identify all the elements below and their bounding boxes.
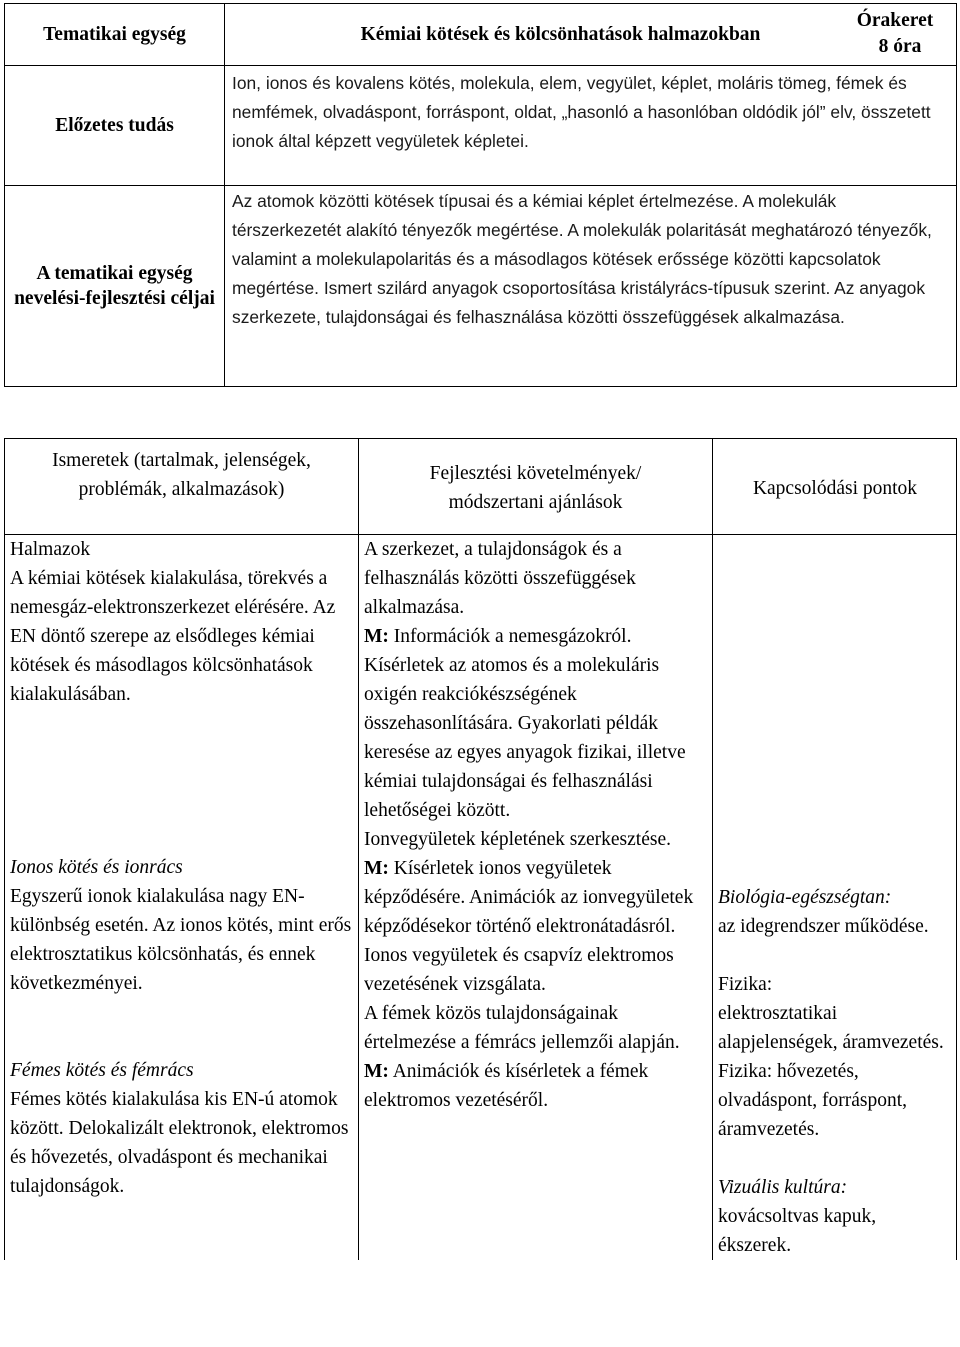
prior-label-cell <box>5 66 225 186</box>
hours-label: Órakeret <box>856 10 934 31</box>
unit-title: Kémiai kötések és kölcsönhatások halmazokban <box>360 24 761 45</box>
goals-label-cell <box>5 186 225 387</box>
row1-requirements <box>359 535 713 1261</box>
goals-label: A tematikai egység nevelési-fejlesztési céljai <box>14 263 215 309</box>
row3-conn-title2: Vizuális kultúra: <box>718 1177 848 1198</box>
row1-title: Halmazok <box>10 539 91 560</box>
prior-text: Ion, ionos és kovalens kötés, molekula, elem, vegyület, képlet, moláris tömeg, fémek és nemfémek, olvadáspont, forráspont, oldat, „hasonló a hasonlóban oldódik jól” elv, összetett ionok által képzett vegyületek képletei. <box>225 66 957 186</box>
row2-text: Egyszerű ionok kialakulása nagy EN-különbség esetén. Az ionos kötés, mint erős elektrosztatikus kölcsönhatás, és ennek következményei. <box>10 886 352 994</box>
row3-title: Fémes kötés és fémrács <box>10 1060 194 1081</box>
row3-req-a: A fémek közös tulajdonságainak értelmezése a fémrács jellemzői alapján. <box>364 1003 680 1053</box>
col-header-knowledge: Ismeretek (tartalmak, jelenségek, problémák, alkalmazások) <box>5 439 359 535</box>
row1-req-m: M: <box>364 626 389 647</box>
row2-conn-title: Biológia-egészségtan: <box>718 887 892 908</box>
unit-label-cell <box>5 4 225 66</box>
row3-req-m: M: <box>364 1061 389 1082</box>
row2-conn-text2: elektrosztatikai alapjelenségek, áramvezetés. <box>718 1003 944 1053</box>
hours-value: 8 óra <box>878 36 922 57</box>
row2-title: Ionos kötés és ionrács <box>10 857 183 878</box>
row3-text: Fémes kötés kialakulása kis EN-ú atomok között. Delokalizált elektronok, elektromos és hővezetés, olvadáspont és mechanikai tulajdonságok. <box>10 1089 349 1197</box>
row1-req-b: Információk a nemesgázokról. Kísérletek az atomos és a molekuláris oxigén reakciókészségének összehasonlítására. Gyakorlati példák keresése az egyes anyagok fizikai, illetve kémiai tulajdonságai és felhasználási lehetőségei között. <box>364 626 686 821</box>
col-header-requirements: Fejlesztési követelmények/ módszertani ajánlások <box>359 439 713 535</box>
unit-label: Tematikai egység <box>43 24 186 45</box>
row1-text: A kémiai kötések kialakulása, törekvés a nemesgáz-elektronszerkezet elérésére. Az EN döntő szerepe az elsődleges kémiai kötések és másodlagos kölcsönhatások kialakulásában. <box>10 568 336 705</box>
unit-title-cell <box>225 4 957 66</box>
row1-req-a: A szerkezet, a tulajdonságok és a felhasználás közötti összefüggések alkalmazása. <box>364 539 636 618</box>
row3-conn-text: Fizika: hővezetés, olvadáspont, forráspont, áramvezetés. <box>718 1061 908 1140</box>
row1-connections <box>713 535 957 1261</box>
row2-req-a: Ionvegyületek képletének szerkesztése. <box>364 829 671 850</box>
row1-knowledge <box>5 535 359 1261</box>
goals-text: Az atomok közötti kötések típusai és a kémiai képlet értelmezése. A molekulák térszerkezetét alakító tényezők megértése. A molekulák polaritását meghatározó tényezők, valamint a molekulapolaritás és a másodlagos kötések erőssége közötti kapcsolatok megértése. Ismert szilárd anyagok csoportosítása kristályrács-típusuk szerint. Az anyagok szerkezete, tulajdonságai és felhasználása közötti összefüggések alkalmazása. <box>225 186 957 387</box>
col-header-connections: Kapcsolódási pontok <box>713 439 957 535</box>
unit-header-table <box>4 3 957 387</box>
row2-conn-title2: Fizika: <box>718 974 773 995</box>
content-table <box>4 438 957 1260</box>
row2-req-b: Kísérletek ionos vegyületek képződésére. Animációk az ionvegyületek képződésekor történő elektronátadásról. Ionos vegyületek és csapvíz elektromos vezetésének vizsgálata. <box>364 858 694 995</box>
row3-conn-text2: kovácsoltvas kapuk, ékszerek. <box>718 1206 877 1256</box>
row2-conn-text: az idegrendszer működése. <box>718 916 929 937</box>
row2-req-m: M: <box>364 858 389 879</box>
row3-req-b: Animációk és kísérletek a fémek elektromos vezetéséről. <box>364 1061 649 1111</box>
prior-label: Előzetes tudás <box>55 115 174 136</box>
